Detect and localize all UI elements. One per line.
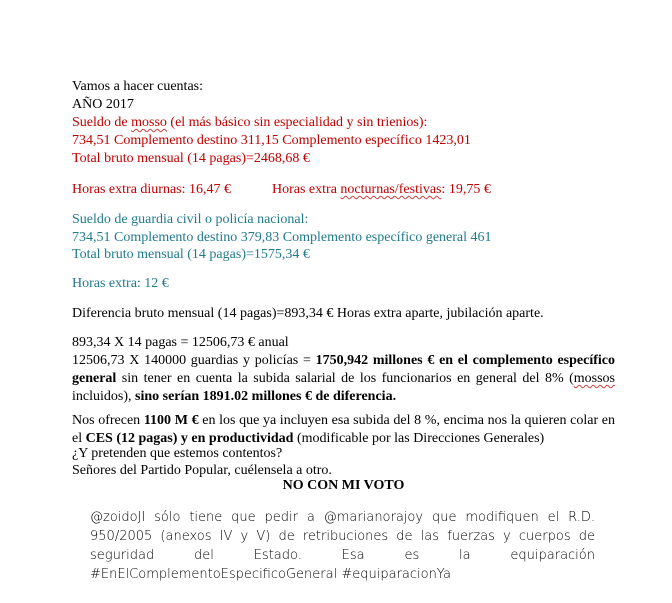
- guardia-title: Sueldo de guardia civil o policía nacional:: [72, 212, 309, 227]
- calc-c-word: mossos: [573, 371, 615, 386]
- offer-b: 1100 M €: [143, 413, 199, 428]
- calc-a: 12506,73 X 140000 guardias y policías =: [72, 353, 316, 368]
- mosso-title-b: (el más básico sin especialidad y sin trienios):: [166, 115, 428, 130]
- mosso-overtime-night-a: Horas extra: [272, 182, 341, 197]
- calc-paragraph: [72, 352, 615, 406]
- mosso-overtime-night-word: nocturnas/festivas: [340, 182, 442, 197]
- guardia-total: Total bruto mensual (14 pagas)=1575,34 €: [72, 247, 310, 262]
- calc-b: 1750,942 millones € en el complemento específico general: [72, 353, 615, 386]
- mosso-title-a: Sueldo de: [72, 115, 132, 130]
- calc-c: sin tener en cuenta la subida salarial de los funcionarios en general del 8% (: [116, 371, 574, 386]
- offer-paragraph: [72, 412, 615, 448]
- mosso-title: [72, 114, 427, 132]
- mosso-components: 734,51 Complemento destino 311,15 Complemento específico 1423,01: [72, 133, 471, 148]
- calc-line: 893,34 X 14 pagas = 12506,73 € anual: [72, 335, 289, 350]
- year-line: AÑO 2017: [72, 97, 134, 112]
- calc-e: sino serían 1891.02 millones € de diferencia.: [135, 389, 397, 404]
- slogan: NO CON MI VOTO: [282, 478, 405, 493]
- offer-d: CES (12 pagas) y en productividad: [85, 431, 294, 446]
- mosso-overtime-night: [272, 181, 491, 199]
- calc-d: incluidos),: [72, 389, 135, 404]
- offer-a: Nos ofrecen: [72, 413, 144, 428]
- mosso-overtime-day: Horas extra diurnas: 16,47 €: [72, 182, 232, 197]
- difference-line: Diferencia bruto mensual (14 pagas)=893,34 € Horas extra aparte, jubilación aparte.: [72, 306, 544, 321]
- offer-c: en los que ya incluyen esa subida del 8 %, encima nos la quieren colar en el: [72, 413, 615, 446]
- guardia-overtime: Horas extra: 12 €: [72, 276, 169, 291]
- closing-line: Señores del Partido Popular, cuélensela a otro.: [72, 463, 332, 478]
- offer-e: (modificable por las Direcciones Generales): [293, 431, 545, 446]
- mosso-title-word: mosso: [131, 115, 167, 130]
- guardia-components: 734,51 Complemento destino 379,83 Complemento específico general 461: [72, 230, 492, 245]
- question-line: ¿Y pretenden que estemos contentos?: [72, 446, 283, 461]
- intro-line: Vamos a hacer cuentas:: [72, 79, 203, 94]
- mosso-total: Total bruto mensual (14 pagas)=2468,68 €: [72, 151, 310, 166]
- mosso-overtime-night-b: : 19,75 €: [441, 182, 491, 197]
- tweet-text: @zoidoJI sólo tiene que pedir a @marianorajoy que modifiquen el R.D. 950/2005 (anexos IV y V) de retribuciones de las fuerzas y cuerpos de seguridad del Estado. Esa es la equiparación #EnElComplementoEspecificoGeneral #equiparacionYa: [90, 510, 595, 582]
